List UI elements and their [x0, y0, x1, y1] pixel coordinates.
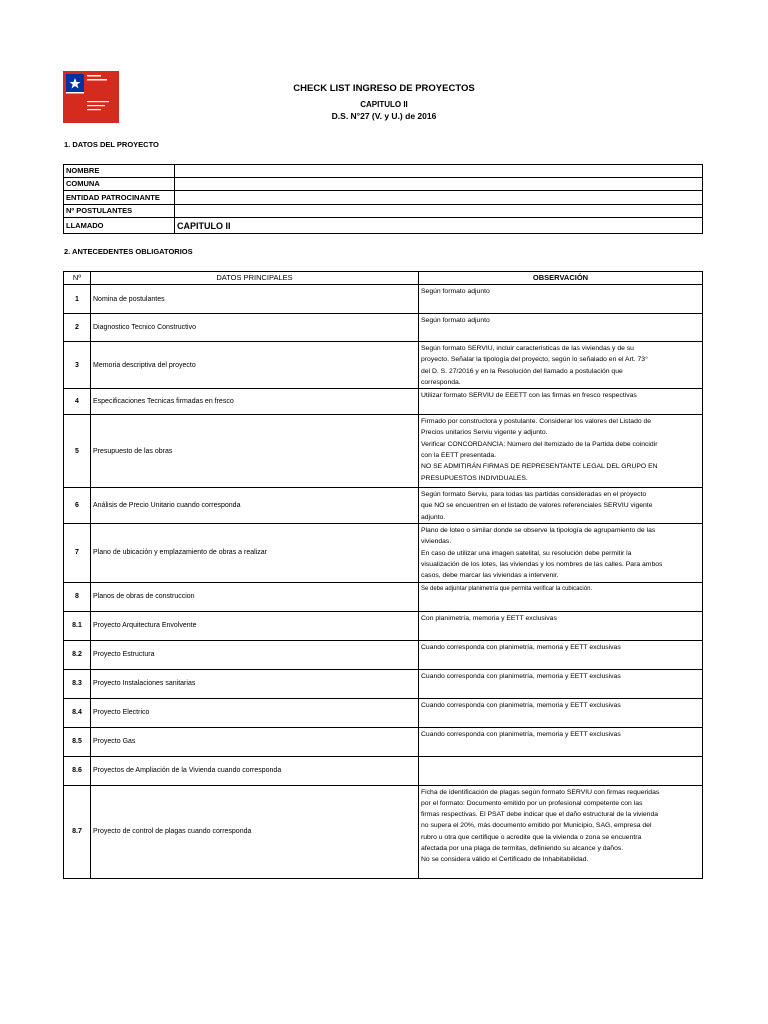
- item-number: 6: [64, 488, 91, 524]
- observation-line: Cuando corresponda con planimetría, memoria y EETT exclusivas: [421, 701, 621, 709]
- document-row: [64, 524, 703, 582]
- item-name: Proyecto Instalaciones sanitarias: [91, 669, 419, 698]
- item-name: Plano de ubicación y emplazamiento de obras a realizar: [91, 524, 419, 582]
- document-row: [64, 756, 703, 785]
- item-name: Proyectos de Ampliación de la Vivienda cuando corresponda: [91, 756, 419, 785]
- observation-line: Cuando corresponda con planimetría, memoria y EETT exclusivas: [421, 643, 621, 651]
- observation-line: Plano de loteo o similar donde se observe la tipología de agrupamiento de las: [421, 527, 656, 535]
- ministry-logo: [63, 71, 119, 123]
- item-observation: [419, 785, 703, 878]
- item-observation: [419, 342, 703, 389]
- item-number: 4: [64, 389, 91, 415]
- observation-line: proyecto. Señalar la tipología del proyecto, según lo señalado en el Art. 73°: [421, 356, 648, 364]
- observation-line: firmas respectivas. El PSAT debe indicar que el daño estructural de la vivienda: [421, 811, 659, 819]
- observation-line: por el formato: Documento emitido por un profesional competente con las: [421, 799, 643, 807]
- field-value: [175, 205, 703, 218]
- observation-line: Según formato Serviu, para todas las partidas consideradas en el proyecto: [421, 491, 647, 499]
- project-data-row: [64, 178, 703, 191]
- project-data-row: [64, 165, 703, 178]
- item-number: 8.2: [64, 640, 91, 669]
- item-number: 1: [64, 285, 91, 314]
- item-number: 8.3: [64, 669, 91, 698]
- field-label: LLAMADO: [64, 218, 175, 234]
- document-row: [64, 488, 703, 524]
- document-decree: D.S. N°27 (V. y U.) de 2016: [331, 111, 437, 121]
- item-observation: [419, 285, 703, 314]
- document-row: [64, 582, 703, 611]
- item-observation: [419, 415, 703, 488]
- field-value: [175, 165, 703, 178]
- observation-line: corresponda.: [421, 378, 461, 386]
- observation-line: con la EETT presentada.: [421, 452, 497, 460]
- observation-line: En caso de utilizar una imagen satelital, su resolución debe permitir la: [421, 549, 632, 557]
- observation-line: rubro u otra que certifique o acredite que la vivienda o zona se encuentra: [421, 833, 642, 841]
- observation-line: que NO se encuentren en el listado de valores referenciales SERVIU vigente: [421, 502, 653, 510]
- item-name: Proyecto Estructura: [91, 640, 419, 669]
- mandatory-documents-table: [63, 271, 703, 879]
- document-row: [64, 785, 703, 878]
- column-header-observation: OBSERVACIÓN: [419, 272, 703, 285]
- item-name: Memoria descriptiva del proyecto: [91, 342, 419, 389]
- field-value: [175, 191, 703, 205]
- project-data-row: [64, 205, 703, 218]
- column-header-number: Nº: [64, 272, 91, 285]
- observation-line: Según formato adjunto: [421, 317, 490, 324]
- observation-line: Cuando corresponda con planimetría, memoria y EETT exclusivas: [421, 672, 621, 680]
- document-row: [64, 640, 703, 669]
- observation-line: PRESUPUESTOS INDIVIDUALES.: [421, 474, 528, 482]
- item-name: Análisis de Precio Unitario cuando corresponda: [91, 488, 419, 524]
- observation-line: No se considera válido el Certificado de Inhabitabilidad.: [421, 856, 589, 864]
- observation-line: Según formato adjunto: [421, 288, 490, 295]
- observation-line: NO SE ADMITIRÁN FIRMAS DE REPRESENTANTE LEGAL DEL GRUPO EN: [421, 463, 658, 471]
- observation-line: viviendas.: [421, 538, 452, 546]
- observation-line: Según formato SERVIU, incluir características de las viviendas y de su: [421, 345, 634, 352]
- item-number: 8.1: [64, 611, 91, 640]
- item-observation: [419, 640, 703, 669]
- item-number: 8.6: [64, 756, 91, 785]
- field-value: CAPITULO II: [175, 218, 703, 234]
- project-data-row: [64, 191, 703, 205]
- item-observation: [419, 727, 703, 756]
- observation-line: afectada por una plaga de termitas, definiendo su alcance y daños.: [421, 845, 624, 853]
- document-row: [64, 669, 703, 698]
- document-row: [64, 415, 703, 488]
- item-name: Proyecto de control de plagas cuando corresponda: [91, 785, 419, 878]
- project-data-table: [63, 164, 703, 234]
- item-name: Proyecto Arquitectura Envolvente: [91, 611, 419, 640]
- item-observation: [419, 698, 703, 727]
- field-label: COMUNA: [64, 178, 175, 191]
- item-number: 8.7: [64, 785, 91, 878]
- observation-line: Precios unitarios Serviu vigente y adjunto.: [421, 429, 548, 437]
- item-number: 3: [64, 342, 91, 389]
- document-row: [64, 285, 703, 314]
- item-number: 8.4: [64, 698, 91, 727]
- observation-line: casos, debe marcar las viviendas a intervenir.: [421, 572, 559, 580]
- item-observation: [419, 314, 703, 342]
- item-name: Presupuesto de las obras: [91, 415, 419, 488]
- document-subtitle: CAPITULO II: [360, 100, 408, 109]
- observation-line: Verificar CONCORDANCIA: Número del Itemizado de la Partida debe coincidir: [421, 440, 658, 448]
- item-number: 2: [64, 314, 91, 342]
- item-observation: [419, 756, 703, 785]
- item-observation: [419, 488, 703, 524]
- item-number: 8: [64, 582, 91, 611]
- item-number: 7: [64, 524, 91, 582]
- observation-line: del D. S. 27/2016 y en la Resolución del llamado a postulación que: [421, 367, 623, 375]
- document-row: [64, 314, 703, 342]
- item-name: Proyecto Electrico: [91, 698, 419, 727]
- item-observation: [419, 669, 703, 698]
- observation-line: Cuando corresponda con planimetría, memoria y EETT exclusivas: [421, 730, 621, 738]
- section-2-heading: 2. ANTECEDENTES OBLIGATORIOS: [64, 247, 193, 256]
- column-header-main-data: DATOS PRINCIPALES: [91, 272, 419, 285]
- document-row: [64, 698, 703, 727]
- observation-line: Ficha de identificación de plagas según formato SERVIU con firmas requeridas: [421, 788, 660, 796]
- observation-line: Con planimetría, memoria y EETT exclusivas: [421, 614, 557, 622]
- item-name: Proyecto Gas: [91, 727, 419, 756]
- item-number: 8.5: [64, 727, 91, 756]
- observation-line: no supera el 20%, más documento emitido por Municipio, SAG, empresa del: [421, 822, 652, 830]
- document-row: [64, 342, 703, 389]
- item-number: 5: [64, 415, 91, 488]
- item-observation: [419, 524, 703, 582]
- document-row: [64, 389, 703, 415]
- document-row: [64, 727, 703, 756]
- observation-line: Utilizar formato SERVIU de EEETT con las firmas en fresco respectivas: [421, 392, 637, 400]
- item-observation: [419, 611, 703, 640]
- field-label: NOMBRE: [64, 165, 175, 178]
- section-1-heading: 1. DATOS DEL PROYECTO: [64, 140, 159, 149]
- item-observation: [419, 582, 703, 611]
- document-title: CHECK LIST INGRESO DE PROYECTOS: [293, 83, 475, 94]
- document-row: [64, 611, 703, 640]
- field-value: [175, 178, 703, 191]
- field-label: ENTIDAD PATROCINANTE: [64, 191, 175, 205]
- item-name: Especificaciones Tecnicas firmadas en fresco: [91, 389, 419, 415]
- project-data-row: [64, 218, 703, 234]
- item-observation: [419, 389, 703, 415]
- observation-line: Firmado por constructora y postulante. Considerar los valores del Listado de: [421, 418, 652, 426]
- observation-line: visualización de los lotes, las viviendas y los nombres de las calles. Para ambos: [421, 560, 663, 568]
- item-name: Planos de obras de construccion: [91, 582, 419, 611]
- observation-line: Se debe adjuntar planimetría que permita verificar la cubicación.: [421, 585, 593, 592]
- item-name: Nomina de postulantes: [91, 285, 419, 314]
- observation-line: adjunto.: [421, 513, 446, 521]
- field-label: Nº POSTULANTES: [64, 205, 175, 218]
- item-name: Diagnostico Tecnico Constructivo: [91, 314, 419, 342]
